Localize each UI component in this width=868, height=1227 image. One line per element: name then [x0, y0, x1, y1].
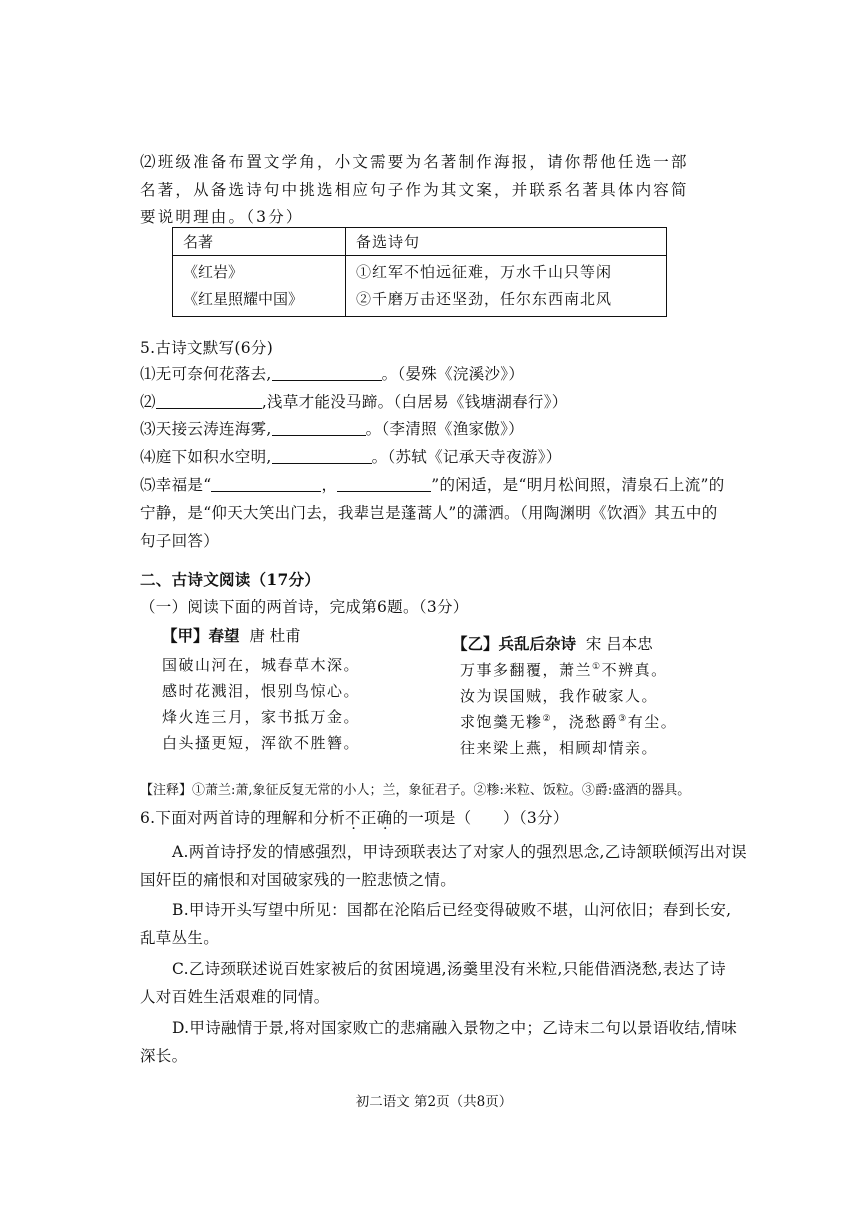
answer-blank[interactable]: [156, 393, 262, 410]
q5-1-suffix: 。（晏殊《浣溪沙》）: [381, 365, 525, 383]
book-cell: [173, 256, 346, 317]
poem-b-line-4: 往来梁上燕，相顾却情亲。: [460, 739, 659, 757]
poem-b-line-1: [460, 659, 668, 680]
poem-a-line-2: 感时花溅泪，恨别鸟惊心。: [162, 682, 361, 700]
q4-line1: ⑵班级准备布置文学角，小文需要为名著制作海报，请你帮他任选一部: [140, 153, 689, 171]
option-a-line1[interactable]: A.两首诗抒发的情感强烈，甲诗颈联表达了对家人的强烈思念,乙诗颔联倾泻出对误: [172, 843, 747, 861]
poem-b-l3-b: ，浇愁爵: [552, 713, 619, 731]
q5-item-1: [140, 362, 524, 384]
poem-b-l1-b: 不辨真。: [601, 661, 668, 679]
q5-3-suffix: 。（李清照《渔家傲》）: [365, 420, 524, 438]
q5-4-suffix: 。（苏轼《记承天寺夜游》）: [371, 448, 562, 466]
q5-3-prefix: ⑶天接云涛连海雾,: [140, 420, 272, 438]
poem-cell: [346, 256, 667, 317]
option-d-line1[interactable]: D.甲诗融情于景,将对国家败亡的悲痛融入景物之中；乙诗末二句以景语收结,情味: [172, 1019, 738, 1037]
option-c-line2: 人对百姓生活艰难的同情。: [140, 988, 330, 1006]
q6-stem-emph-2: 确: [376, 809, 393, 827]
book-poem-table: [172, 227, 667, 317]
q5-5-mid: ，: [321, 476, 338, 494]
q6-stem-c: 的一项是（ ）（3分）: [392, 809, 569, 827]
poem-b-line-3: [460, 711, 677, 732]
q4-line3: 要说明理由。（3分）: [140, 208, 304, 226]
q5-item-5-line3: 句子回答）: [140, 532, 220, 550]
q5-2-prefix: ⑵: [140, 393, 156, 411]
poem-a-heading: [162, 624, 301, 646]
page-footer: 初二语文 第2页（共8页）: [355, 1094, 513, 1110]
poem-a-line-1: 国破山河在，城春草木深。: [162, 656, 361, 674]
option-c-line1[interactable]: C.乙诗颈联述说百姓家被后的贫困境遇,汤羹里没有米粒,只能借酒浇愁,表达了诗: [172, 960, 726, 978]
table-header-row: [173, 228, 667, 256]
poem-a-title: 【甲】春望: [162, 626, 240, 645]
q6-stem: [140, 806, 569, 828]
answer-blank[interactable]: [272, 365, 382, 382]
q4-line2: 名著，从备选诗句中挑选相应句子作为其文案，并联系名著具体内容简: [140, 181, 689, 199]
poem-b-heading: [452, 632, 653, 654]
q6-stem-b: 正: [360, 809, 377, 827]
option-b-line1[interactable]: B.甲诗开头写望中所见：国都在沦陷后已经变得破败不堪，山河依旧；春到长安,: [172, 901, 732, 919]
poem-a-author: 唐 杜甫: [249, 627, 301, 645]
q5-item-4: [140, 445, 562, 467]
answer-blank[interactable]: [211, 476, 321, 493]
note-mark-1: ①: [592, 662, 602, 672]
q5-item-5: [140, 473, 725, 495]
poem-option-2: ②千磨万击还坚劲，任尔东西南北风: [356, 290, 613, 308]
answer-blank[interactable]: [272, 420, 366, 437]
poem-a-line-4: 白头搔更短，浑欲不胜簪。: [162, 734, 361, 752]
q5-title: 5.古诗文默写(6分): [140, 339, 274, 357]
book-hongyan: 《红岩》: [183, 263, 244, 281]
poem-b-title: 【乙】兵乱后杂诗: [452, 634, 577, 653]
book-hongxing: 《红星照耀中国》: [183, 290, 304, 308]
section2-title: 二、古诗文阅读（17分）: [140, 570, 321, 589]
q5-item-2: [140, 390, 568, 412]
option-a-line2: 国奸臣的痛恨和对国破家残的一腔悲愤之情。: [140, 871, 457, 889]
note-mark-2: ②: [542, 714, 553, 724]
option-b-line2: 乱草丛生。: [140, 929, 220, 947]
poem-option-1: ①红军不怕远征难，万水千山只等闲: [356, 263, 613, 281]
q5-item-3: [140, 417, 524, 439]
q5-item-5-line2: 宁静，是“仰天大笑出门去，我辈岂是蓬蒿人”的潇洒。（用陶渊明《饮酒》其五中的: [140, 504, 718, 522]
answer-blank[interactable]: [337, 476, 431, 493]
poem-a-line-3: 烽火连三月，家书抵万金。: [162, 708, 361, 726]
q5-5-suffix: ”的闲适，是“明月松间照，清泉石上流”的: [431, 476, 725, 494]
header-book: 名著: [173, 228, 346, 256]
header-poem: 备选诗句: [346, 228, 667, 256]
option-d-line2: 深长。: [140, 1047, 188, 1065]
q6-stem-a: 6.下面对两首诗的理解和分析: [140, 809, 345, 827]
q6-stem-emph-1: 不: [345, 809, 361, 827]
table-row: [173, 256, 667, 317]
poem-b-line-2: 汝为误国贼，我作破家人。: [460, 687, 659, 705]
annotation: 【注释】①萧兰:萧,象征反复无常的小人；兰，象征君子。②糁:米粒、饭粒。③爵:盛酒的器具。: [140, 783, 691, 798]
poem-b-author: 宋 吕本忠: [585, 635, 653, 653]
poem-b-l3-c: 有尘。: [627, 713, 678, 731]
q5-5-prefix: ⑸幸福是“: [140, 476, 212, 494]
q5-4-prefix: ⑷庭下如积水空明,: [140, 448, 272, 466]
q5-2-suffix: ,浅草才能没马蹄。（白居易《钱塘湖春行》）: [261, 393, 568, 411]
poem-b-l3-a: 求饱羹无糁: [460, 713, 543, 731]
q5-1-prefix: ⑴无可奈何花落去,: [140, 365, 272, 383]
poem-b-l1-a: 万事多翻覆，萧兰: [460, 661, 593, 679]
section2-subtitle: （一）阅读下面的两首诗，完成第6题。（3分）: [140, 598, 469, 616]
answer-blank[interactable]: [272, 448, 372, 465]
note-mark-3: ③: [618, 714, 628, 724]
